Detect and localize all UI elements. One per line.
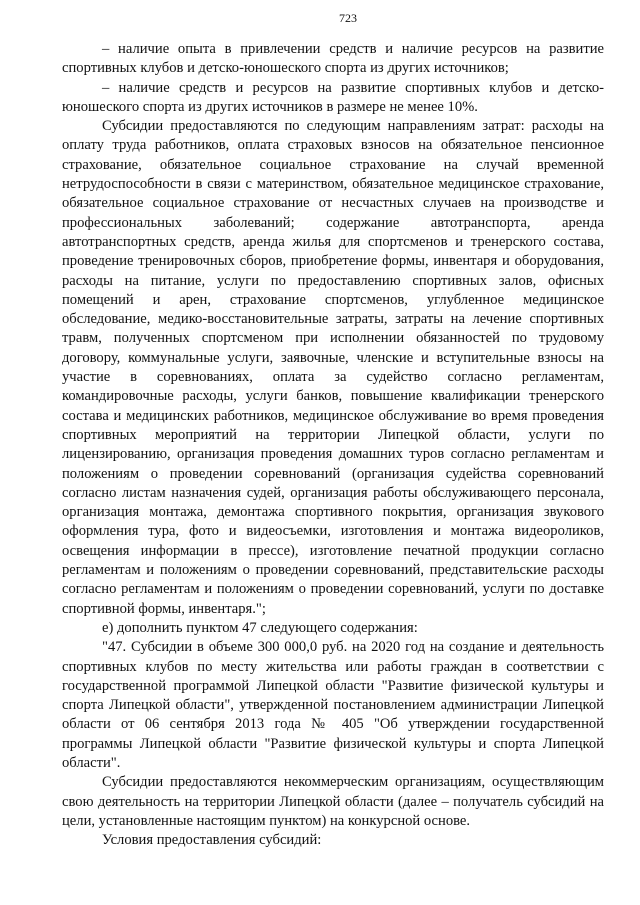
paragraph-amendment-e: е) дополнить пунктом 47 следующего содержания:: [102, 619, 418, 636]
paragraph-recipients: Субсидии предоставляются некоммерческим организациям, осуществляющим свою деятельность на территории Липецкой области (далее – получатель субсидий на цели, установленные настоящим пунктом) на конкурсной основе.: [62, 774, 604, 829]
paragraph-condition-experience: – наличие опыта в привлечении средств и наличие ресурсов на развитие спортивных клубов и детско-юношеского спорта из других источников;: [62, 41, 604, 77]
paragraph-condition-resources: – наличие средств и ресурсов на развитие спортивных клубов и детско-юношеского спорта из других источников в размере не менее 10%.: [62, 79, 604, 115]
paragraph-expense-directions: Субсидии предоставляются по следующим направлениям затрат: расходы на оплату труда работников, оплата страховых взносов на обязательное пенсионное страхование, обязательное социальное страхование на случай временной нетрудоспособности в связи с материнством, обязательное медицинское страхование, обязательное социальное страхование от несчастных случаев на производстве и профессиональных заболеваний; содержание автотранспорта, аренда автотранспортных средств, аренда жилья для спортсменов и тренерского состава, проведение тренировочных сборов, приобретение формы, инвентаря и оборудования, расходы на питание, услуги по предоставлению спортивных залов, офисных помещений и арен, страхование спортсменов, углубленное медицинское обследование, медико-восстановительные затраты, затраты на лечение спортивных травм, полученных спортсменом при исполнении обязанностей по трудовому договору, коммунальные услуги, заявочные, членские и вступительные взносы на участие в соревнованиях, оплата за судейство согласно регламентам, командировочные расходы, услуги банков, повышение квалификации тренерского состава и медицинских работников, медицинское обслуживание во время проведения спортивных мероприятий на территории Липецкой области, услуги по лицензированию, организация проведения домашних туров согласно регламентам и положениям о проведении соревнований (организация судейства соревнований согласно листам назначения судей, организация работы обслуживающего персонала, организация монтажа, демонтажа спортивного покрытия, организация звукового оформления тура, фото и видеосъемки, изготовления и монтажа видеороликов, освещения информации в прессе), изготовление печатной продукции согласно регламентам и положениям о проведении соревнований, представительские расходы согласно регламентам и положениям о проведении соревнований, услуги по доставке спортивной формы, инвентаря.";: [62, 118, 604, 617]
page-number: 723: [339, 11, 357, 25]
paragraph-conditions-heading: Условия предоставления субсидий:: [102, 832, 322, 849]
paragraph-point-47: "47. Субсидии в объеме 300 000,0 руб. на 2020 год на создание и деятельность спортивных клубов по месту жительства или работы граждан в соответствии с государственной программой Липецкой области "Развитие физической культуры и спорта Липецкой области", утвержденной постановлением администрации Липецкой области от 06 сентября 2013 года № 405 "Об утверждении государственной программы Липецкой области "Развитие физической культуры и спорта Липецкой области".: [62, 639, 604, 771]
